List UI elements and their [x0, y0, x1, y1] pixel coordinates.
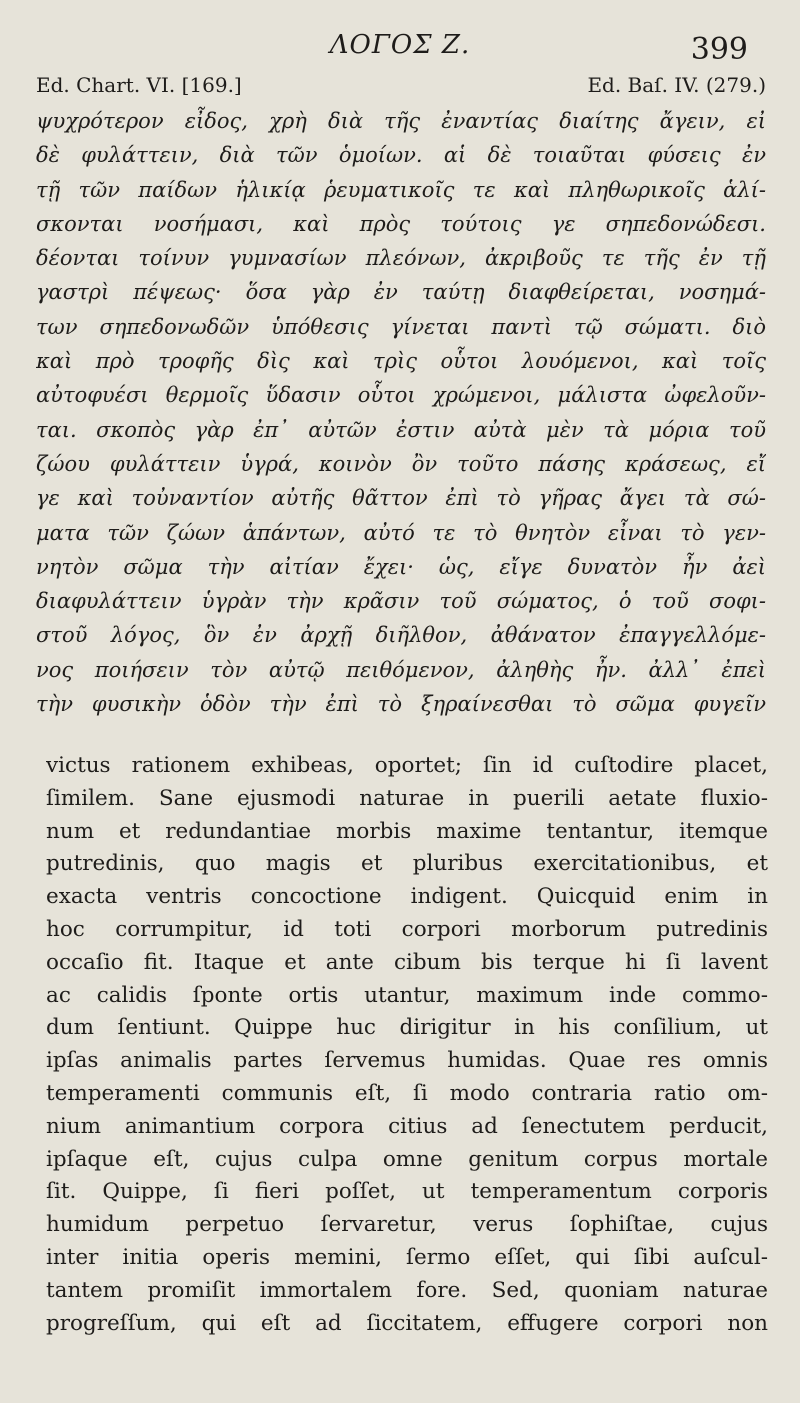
edition-basel-reference: Ed. Baſ. IV. (279.) — [587, 73, 766, 97]
latin-text-line: tantem promiſit immortalem fore. Sed, quoniam naturae — [46, 1277, 768, 1303]
greek-text-line: νητὸν σῶμα τὴν αἰτίαν ἔχει· ὡς, εἴγε δυνατὸν ἦν ἀεὶ — [36, 554, 766, 579]
greek-text-line: διαφυλάττειν ὑγρὰν τὴν κρᾶσιν τοῦ σώματος, ὁ τοῦ σοφι- — [36, 589, 766, 614]
greek-text-line: ται. σκοπὸς γὰρ ἐπ᾽ αὐτῶν ἐστιν αὐτὰ μὲν τὰ μόρια τοῦ — [36, 417, 766, 442]
greek-text-line: ματα τῶν ζώων ἁπάντων, αὐτό τε τὸ θνητὸν εἶναι τὸ γεν- — [36, 520, 766, 545]
latin-text-line: ac calidis ſponte ortis utantur, maximum inde commo- — [46, 982, 768, 1008]
latin-text-line: putredinis, quo magis et pluribus exercitationibus, et — [46, 851, 768, 877]
greek-text-block — [36, 104, 766, 721]
latin-text-line: ſit. Quippe, ſi fieri poſſet, ut temperamentum corporis — [46, 1179, 768, 1205]
greek-text-line: γαστρὶ πέψεως· ὅσα γὰρ ἐν ταύτῃ διαφθείρεται, νοσημά- — [36, 280, 766, 305]
running-title: ΛΟΓΟΣ Ζ. — [329, 30, 471, 60]
latin-text-line: inter initia operis memini, ſermo eſſet, qui ſibi auſcul- — [46, 1244, 768, 1270]
greek-text-line: δέονται τοίνυν γυμνασίων πλεόνων, ἀκριβοῦς τε τῆς ἐν τῇ — [36, 246, 766, 271]
greek-text-line: ψυχρότερον εἶδος, χρὴ διὰ τῆς ἐναντίας διαίτης ἄγειν, εἰ — [36, 109, 766, 133]
latin-text-line: dum ſentiunt. Quippe huc dirigitur in his conſilium, ut — [46, 1015, 768, 1041]
latin-translation-block — [46, 750, 768, 1340]
greek-text-line: των σηπεδονωδῶν ὑπόθεσις γίνεται παντὶ τῷ σώματι. διὸ — [36, 314, 766, 339]
greek-text-line: γε καὶ τοὐναντίον αὐτῆς θᾶττον ἐπὶ τὸ γῆρας ἄγει τὰ σώ- — [36, 486, 766, 511]
latin-text-line: humidum perpetuo ſervaretur, verus ſophiſtae, cujus — [46, 1212, 768, 1238]
greek-text-line: νος ποιήσειν τὸν αὐτῷ πειθόμενον, ἀληθὴς ἦν. ἀλλ᾽ ἐπεὶ — [36, 657, 766, 682]
latin-text-line: victus rationem exhibeas, oportet; ſin id cuſtodire placet, — [46, 753, 768, 778]
latin-text-line: num et redundantiae morbis maxime tentantur, itemque — [46, 818, 768, 844]
latin-text-line: hoc corrumpitur, id toti corpori morborum putredinis — [46, 916, 768, 942]
greek-text-line: στοῦ λόγος, ὃν ἐν ἀρχῇ διῆλθον, ἀθάνατον ἐπαγγελλόμε- — [36, 623, 766, 648]
greek-text-line: ζώου φυλάττειν ὑγρά, κοινὸν ὂν τοῦτο πάσης κράσεως, εἴ — [36, 451, 766, 476]
latin-text-line: ipſaque eſt, cujus culpa omne genitum corpus mortale — [46, 1146, 768, 1172]
greek-text-line: τὴν φυσικὴν ὁδὸν τὴν ἐπὶ τὸ ξηραίνεσθαι τὸ σῶμα φυγεῖν — [36, 692, 766, 717]
greek-text-line: καὶ πρὸ τροφῆς δὶς καὶ τρὶς οὗτοι λουόμενοι, καὶ τοῖς — [36, 349, 766, 374]
latin-text-line: exacta ventris concoctione indigent. Quicquid enim in — [46, 884, 768, 910]
greek-text-line: τῇ τῶν παίδων ἡλικίᾳ ῥευματικοῖς τε καὶ πληθωρικοῖς ἁλί- — [36, 177, 766, 202]
greek-text-line: δὲ φυλάττειν, διὰ τῶν ὁμοίων. αἱ δὲ τοιαῦται φύσεις ἐν — [36, 143, 766, 168]
edition-chart-reference: Ed. Chart. VI. [169.] — [36, 73, 242, 97]
page-number: 399 — [690, 32, 748, 67]
greek-text-line: σκονται νοσήμασι, καὶ πρὸς τούτοις γε σηπεδονώδεσι. — [36, 211, 766, 236]
latin-text-line: occaſio fit. Itaque et ante cibum bis terque hi ſi lavent — [46, 949, 768, 975]
latin-text-line: temperamenti communis eſt, ſi modo contraria ratio om- — [46, 1080, 768, 1106]
latin-text-line: ipſas animalis partes ſervemus humidas. Quae res omnis — [46, 1048, 768, 1074]
latin-text-line: nium animantium corpora citius ad ſenectutem perducit, — [46, 1113, 768, 1139]
latin-text-line: progreſſum, qui eſt ad ſiccitatem, effugere corpori non — [46, 1310, 768, 1336]
greek-text-line: αὐτοφυέσι θερμοῖς ὕδασιν οὗτοι χρώμενοι, μάλιστα ὠφελοῦν- — [36, 383, 766, 408]
running-head — [0, 30, 800, 70]
edition-reference-line — [36, 73, 766, 103]
latin-text-line: ſimilem. Sane ejusmodi naturae in puerili aetate fluxio- — [46, 785, 768, 811]
